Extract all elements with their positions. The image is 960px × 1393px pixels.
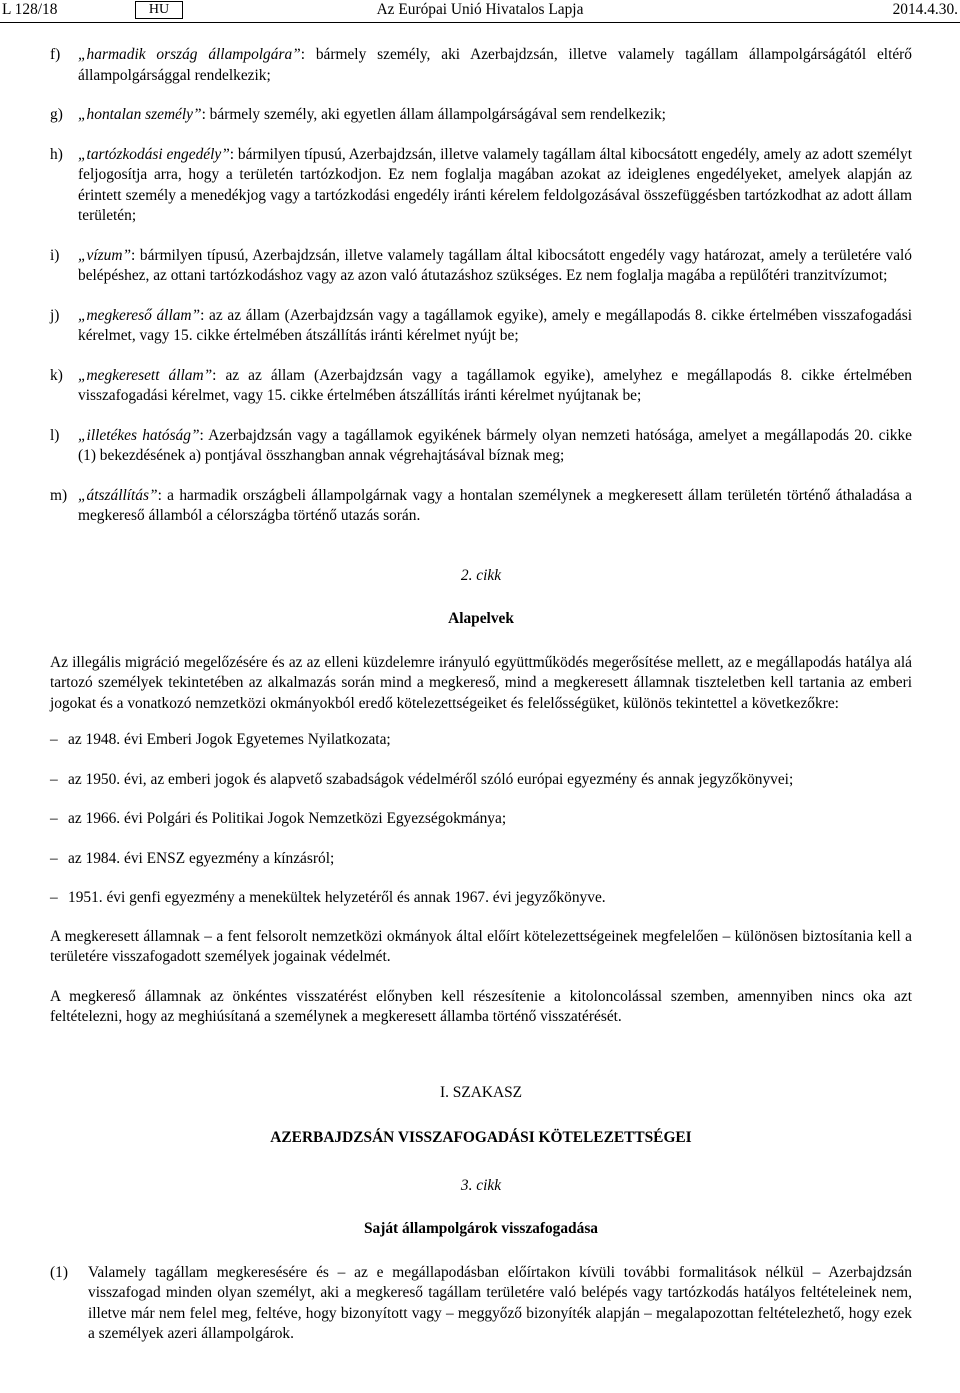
- list-item: [50, 809, 912, 830]
- bullet-dash: –: [50, 849, 58, 867]
- bullet-dash: –: [50, 889, 58, 906]
- definition-body: : bármilyen típusú, Azerbajdzsán, illetve valamely tagállam által kibocsátott engedély vagy határozat, amely a területére való belépéshez, az ottani tartózkodáshoz vagy az azon való átutazáshoz szükséges. Ez nem foglalja magába a repülőtéri tranzitvízumot;: [78, 246, 912, 284]
- definition-label: h): [50, 145, 63, 163]
- definition-text: [78, 366, 912, 407]
- definition-label: l): [50, 426, 60, 444]
- list-item-text: az 1950. évi, az emberi jogok és alapvető szabadságok védelméről szóló európai egyezmény és annak jegyzőkönyvei;: [68, 770, 794, 788]
- definition-item: [50, 145, 912, 227]
- definition-term: „hontalan személy”: [78, 106, 202, 123]
- bullet-dash: –: [50, 770, 58, 788]
- definition-item: [50, 366, 912, 407]
- list-item: [50, 888, 912, 909]
- definition-label: j): [50, 306, 60, 324]
- section-title: AZERBAJDZSÁN VISSZAFOGADÁSI KÖTELEZETTSÉGEI: [270, 1129, 692, 1146]
- definition-body: : az az állam (Azerbajdzsán vagy a tagállamok egyike), amelyhez e megállapodás 8. cikke értelmében visszafogadási kérelmet, vagy 15. cikke értelmében átszállítás iránti kérelmet nyújtanak be;: [78, 366, 913, 404]
- definition-label: i): [50, 246, 60, 264]
- definition-text: [78, 105, 912, 126]
- definition-term: „vízum”: [78, 246, 132, 264]
- definition-term: „illetékes hatóság”: [78, 426, 200, 444]
- definition-text: [78, 426, 912, 467]
- definition-body: : az az állam (Azerbajdzsán vagy a tagállamok egyike), amely e megállapodás 8. cikke értelmében visszafogadási kérelmet, vagy 15. cikke értelmében átszállítás iránti kérelmet nyújt be;: [78, 306, 912, 344]
- journal-title: Az Európai Unió Hivatalos Lapja: [376, 1, 584, 18]
- article-number: 2. cikk: [460, 566, 502, 584]
- definition-item: [50, 45, 912, 86]
- definition-item: [50, 246, 912, 287]
- definition-term: „átszállítás”: [78, 486, 158, 504]
- definition-label: m): [50, 486, 68, 504]
- definition-item: [50, 306, 912, 347]
- definition-text: [78, 145, 912, 227]
- definition-text: [78, 45, 912, 86]
- definition-body: : a harmadik országbeli állampolgárnak vagy a hontalan személynek a megkeresett állam területén történő áthaladása a megkereső államból a célországba történő utazás során.: [78, 486, 912, 524]
- list-item-text: az 1948. évi Emberi Jogok Egyetemes Nyilatkozata;: [68, 731, 391, 748]
- bullet-list: [50, 730, 912, 909]
- article-title: Alapelvek: [448, 610, 514, 627]
- list-item: [50, 730, 912, 751]
- page-header: [0, 0, 960, 20]
- header-rule: [0, 22, 960, 23]
- article-paragraph: Az illegális migráció megelőzésére és az az elleni küzdelemre irányuló együttműködés megerősítése mellett, az e megállapodás hatálya alá tartozó személyek tekintetében az alkalmazás során mind a megkereső, mind a megkeresett államnak tiszteletben kell tartania az emberi jogokat és a vonatkozó nemzetközi okmányokból eredő kötelezettségeiket és felelősségüket, különös tekintettel a következőkre:: [50, 653, 912, 712]
- page-content: [50, 45, 912, 1345]
- definition-text: [78, 486, 912, 527]
- list-item-text: az 1984. évi ENSZ egyezmény a kínzásról;: [68, 849, 335, 867]
- language-badge: HU: [135, 1, 183, 19]
- definitions-list: [50, 45, 912, 527]
- definition-label: f): [50, 46, 61, 63]
- definition-item: [50, 486, 912, 527]
- page-number: L 128/18: [2, 1, 58, 18]
- definition-item: [50, 105, 912, 126]
- article-paragraph: A megkeresett államnak – a fent felsorolt nemzetközi okmányok által előírt kötelezettségeinek megfelelően – különösen biztosítania kell a területére visszafogadott személyek jogainak védelmét.: [50, 927, 912, 965]
- section-number: I. SZAKASZ: [439, 1083, 523, 1101]
- article-number: 3. cikk: [460, 1176, 502, 1194]
- definition-text: [78, 306, 912, 347]
- bullet-dash: –: [50, 731, 58, 748]
- numbered-paragraph: [50, 1263, 912, 1345]
- article-paragraph: A megkereső államnak az önkéntes visszatérést előnyben kell részesítenie a kitoloncolással szemben, amennyiben nincs oka azt feltételezni, hogy az meghiúsítaná a személynek a megkeresett államba történő visszatérését.: [50, 987, 912, 1025]
- list-item: [50, 770, 912, 791]
- definition-body: : bármely személy, aki Azerbajdzsán, illetve valamely tagállam állampolgárságától eltérő állampolgársággal rendelkezik;: [78, 46, 912, 84]
- list-item: [50, 849, 912, 870]
- definition-body: : Azerbajdzsán vagy a tagállamok egyikének bármely olyan nemzeti hatósága, amelyet a megállapodás 20. cikke (1) bekezdésének a) pontjával összhangban annak végrehajtásával bíznak meg;: [78, 426, 912, 464]
- definition-term: „megkereső állam”: [78, 306, 201, 324]
- definition-term: „megkeresett állam”: [78, 366, 213, 384]
- list-item-text: 1951. évi genfi egyezmény a menekültek helyzetéről és annak 1967. évi jegyzőkönyve.: [68, 889, 606, 906]
- list-item-text: az 1966. évi Polgári és Politikai Jogok Nemzetközi Egyezségokmánya;: [68, 810, 507, 827]
- paragraph-text: Valamely tagállam megkeresésére és – az e megállapodásban előírtakon kívüli további formalitások nélkül – Azerbajdzsán visszafogad minden olyan személyt, aki a megkereső tagállam területére való belépés vagy tartózkodás hatályos feltételeinek nem, illetve már nem felel meg, feltéve, hogy bizonyított vagy – meggyőző bizonyíték alapján – megalapozottan feltételezhető, hogy ezek a személyek azeri állampolgárok.: [88, 1263, 912, 1342]
- definition-term: „harmadik ország állampolgára”: [78, 46, 301, 63]
- definition-label: k): [50, 366, 63, 384]
- publication-date: 2014.4.30.: [892, 1, 958, 18]
- paragraph-number: (1): [50, 1263, 68, 1281]
- definition-term: „tartózkodási engedély”: [78, 145, 230, 163]
- definition-body: : bármilyen típusú, Azerbajdzsán, illetve valamely tagállam által kibocsátott engedély, amely az adott személyt feljogosítja arra, hogy a területén tartózkodjon. Ez nem foglalja magában azokat az ideiglenes engedélyeket, amelyek alapján az érintett személy a menedékjog vagy a tartózkodási engedély iránti kérelem feldolgozásával összefüggésben tartózkodhat az adott állam területén;: [78, 145, 912, 224]
- definition-body: : bármely személy, aki egyetlen állam állampolgárságával sem rendelkezik;: [201, 106, 666, 123]
- bullet-dash: –: [50, 810, 58, 827]
- definition-label: g): [50, 106, 63, 123]
- article-title: Saját állampolgárok visszafogadása: [363, 1220, 598, 1237]
- definition-item: [50, 426, 912, 467]
- definition-text: [78, 246, 912, 287]
